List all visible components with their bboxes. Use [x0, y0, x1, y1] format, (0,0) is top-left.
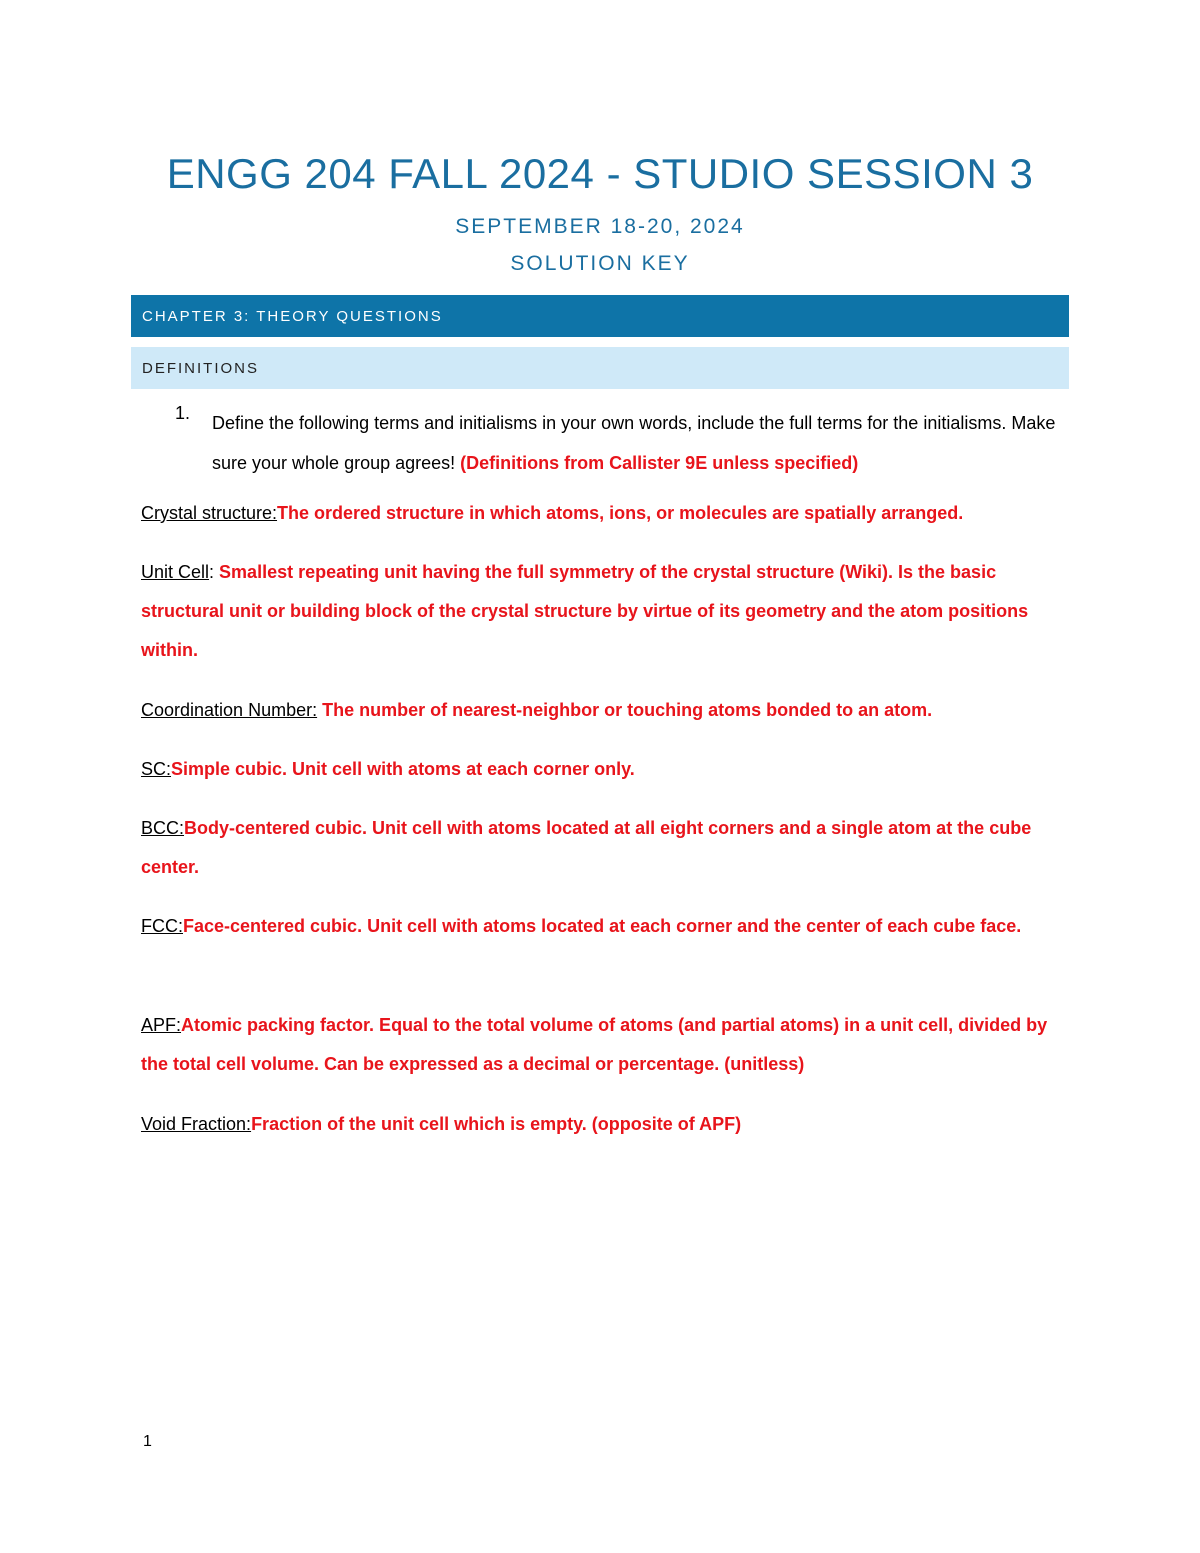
definition-text: Face-centered cubic. Unit cell with atoms located at each corner and the center of each cube face.: [183, 916, 1022, 936]
definition-term: Void Fraction:: [141, 1114, 252, 1134]
question-number: 1.: [175, 403, 191, 423]
definition-text: The ordered structure in which atoms, ions, or molecules are spatially arranged.: [277, 503, 964, 523]
definition-void-fraction: [141, 1105, 1061, 1144]
question-note: (Definitions from Callister 9E unless specified): [460, 453, 859, 473]
definition-bcc: [141, 809, 1061, 887]
definition-text: Body-centered cubic. Unit cell with atoms located at all eight corners and a single atom at the cube center.: [141, 818, 1032, 877]
definition-crystal-structure: [141, 494, 1061, 533]
subsection-heading-band: [131, 347, 1069, 389]
subsection-heading: DEFINITIONS: [142, 359, 260, 377]
definition-sc: [141, 750, 1061, 789]
definition-term: Coordination Number:: [141, 700, 318, 720]
question-text: [212, 403, 1072, 483]
page-number: 1: [143, 1433, 152, 1450]
definition-unit-cell: [141, 553, 1061, 670]
definition-text: Smallest repeating unit having the full symmetry of the crystal structure (Wiki). Is the basic structural unit or building block of the crystal structure by virtue of its geometry and the atom positions within.: [141, 562, 1029, 660]
definition-text: Fraction of the unit cell which is empty. (opposite of APF): [251, 1114, 742, 1134]
question-body: Define the following terms and initialisms in your own words, include the full terms for the initialisms. Make sure your whole group agrees!: [212, 413, 1056, 473]
definition-term: Crystal structure:: [141, 503, 278, 523]
page-title: ENGG 204 FALL 2024 - STUDIO SESSION 3: [166, 150, 1034, 197]
definition-text: Simple cubic. Unit cell with atoms at each corner only.: [171, 759, 635, 779]
session-date: SEPTEMBER 18-20, 2024: [455, 215, 745, 238]
definition-term: FCC:: [141, 916, 183, 936]
chapter-heading-band: [131, 295, 1069, 337]
definition-term: BCC:: [141, 818, 185, 838]
chapter-heading: CHAPTER 3: THEORY QUESTIONS: [142, 307, 443, 325]
definition-term: Unit Cell: [141, 562, 210, 582]
definition-term: SC:: [141, 759, 172, 779]
definition-text: The number of nearest-neighbor or touching atoms bonded to an atom.: [322, 700, 933, 720]
definition-apf: [141, 1006, 1061, 1084]
definition-coordination-number: [141, 691, 1061, 730]
definition-separator: :: [209, 562, 220, 582]
definition-text: Atomic packing factor. Equal to the total volume of atoms (and partial atoms) in a unit cell, divided by the total cell volume. Can be expressed as a decimal or percentage. (unitless): [141, 1015, 1048, 1074]
definition-fcc: [141, 907, 1061, 946]
solution-key-label: SOLUTION KEY: [510, 252, 690, 275]
definition-term: APF:: [141, 1015, 182, 1035]
